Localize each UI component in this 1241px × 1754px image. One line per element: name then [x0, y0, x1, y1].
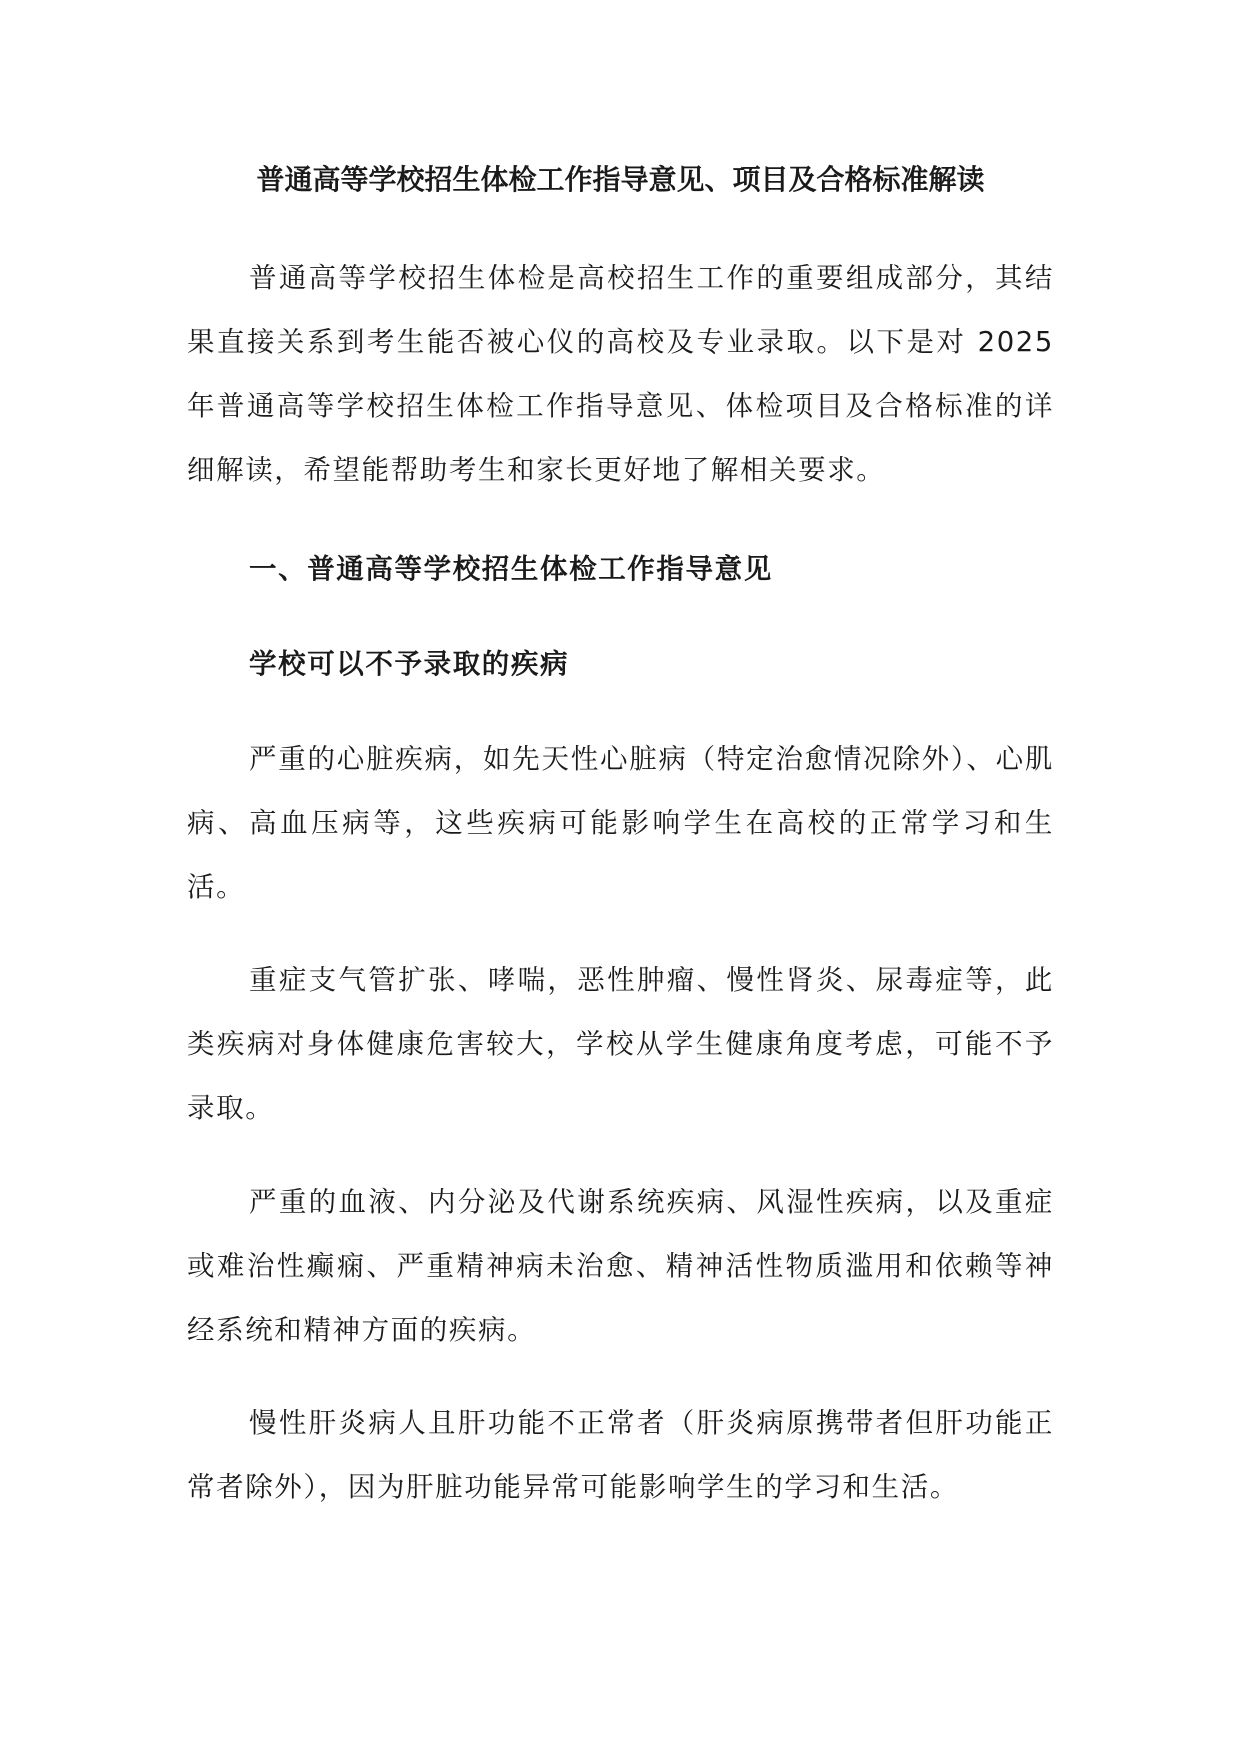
document-title: 普通高等学校招生体检工作指导意见、项目及合格标准解读	[256, 163, 985, 196]
intro-paragraph: 普通高等学校招生体检是高校招生工作的重要组成部分，其结果直接关系到考生能否被心仪的高校及专业录取。以下是对 2025 年普通高等学校招生体检工作指导意见、体检项目及合格标准的详细解读，希望能帮助考生和家长更好地了解相关要求。	[187, 262, 1054, 486]
section-heading: 一、普通高等学校招生体检工作指导意见	[249, 553, 773, 585]
subsection-heading: 学校可以不予录取的疾病	[249, 648, 570, 680]
paragraph-blood-nervous-disease: 严重的血液、内分泌及代谢系统疾病、风湿性疾病，以及重症或难治性癫痫、严重精神病未治愈、精神活性物质滥用和依赖等神经系统和精神方面的疾病。	[187, 1186, 1054, 1346]
paragraph-heart-disease: 严重的心脏疾病，如先天性心脏病（特定治愈情况除外）、心肌病、高血压病等，这些疾病可能影响学生在高校的正常学习和生活。	[187, 743, 1054, 903]
paragraph-hepatitis: 慢性肝炎病人且肝功能不正常者（肝炎病原携带者但肝功能正常者除外），因为肝脏功能异常可能影响学生的学习和生活。	[187, 1407, 1054, 1503]
paragraph-respiratory-disease: 重症支气管扩张、哮喘，恶性肿瘤、慢性肾炎、尿毒症等，此类疾病对身体健康危害较大，学校从学生健康角度考虑，可能不予录取。	[187, 964, 1054, 1124]
